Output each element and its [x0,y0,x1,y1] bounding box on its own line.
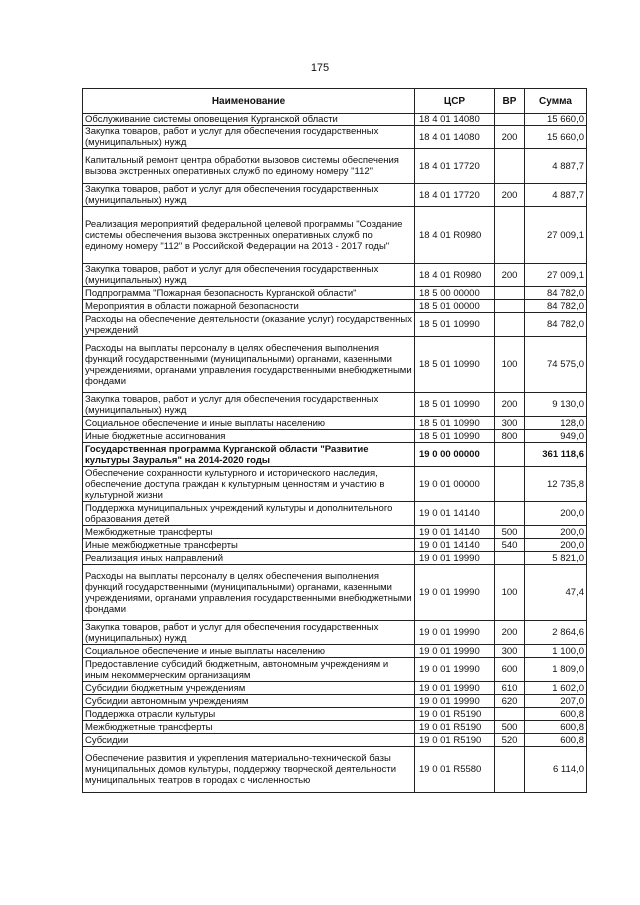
cell-csr: 18 5 01 10990 [415,313,495,337]
cell-name: Государственная программа Курганской области "Развитие культуры Зауралья" на 2014-2020 годы [83,443,415,467]
cell-csr: 18 4 01 17720 [415,149,495,184]
table-row [83,467,587,502]
table-row [83,126,587,149]
cell-csr: 18 4 01 14080 [415,114,495,126]
cell-csr: 19 0 01 19990 [415,658,495,682]
table-body [83,114,587,793]
cell-name: Подпрограмма "Пожарная безопасность Курганской области" [83,287,415,300]
table-row [83,658,587,682]
cell-name: Закупка товаров, работ и услуг для обеспечения государственных (муниципальных) нужд [83,621,415,645]
column-header-csr: ЦСР [415,89,495,114]
cell-name: Поддержка муниципальных учреждений культуры и дополнительного образования детей [83,502,415,526]
cell-sum: 9 130,0 [525,393,587,417]
table-row [83,264,587,287]
cell-csr: 19 0 01 R5190 [415,734,495,747]
cell-name: Мероприятия в области пожарной безопасности [83,300,415,313]
cell-sum: 200,0 [525,502,587,526]
cell-sum: 84 782,0 [525,287,587,300]
table-row [83,114,587,126]
cell-name: Субсидии автономным учреждениям [83,695,415,708]
table-row [83,184,587,207]
table-row [83,207,587,264]
cell-vr [495,114,525,126]
cell-vr: 200 [495,621,525,645]
table-row [83,721,587,734]
cell-name: Субсидии [83,734,415,747]
table-row [83,526,587,539]
cell-sum: 74 575,0 [525,337,587,393]
column-header-sum: Сумма [525,89,587,114]
cell-vr: 100 [495,337,525,393]
cell-sum: 1 602,0 [525,682,587,695]
cell-vr [495,149,525,184]
cell-sum: 2 864,6 [525,621,587,645]
cell-sum: 15 660,0 [525,126,587,149]
cell-csr: 18 5 01 10990 [415,393,495,417]
cell-sum: 12 735,8 [525,467,587,502]
cell-vr [495,207,525,264]
cell-name: Расходы на выплаты персоналу в целях обеспечения выполнения функций государственными (муниципальными) органами, казенными учреждениями, органами управления государственными внебюджетными фондами [83,565,415,621]
cell-vr: 800 [495,430,525,443]
cell-name: Расходы на обеспечение деятельности (оказание услуг) государственных учреждений [83,313,415,337]
cell-csr: 19 0 01 00000 [415,467,495,502]
cell-sum: 1 809,0 [525,658,587,682]
table-row [83,149,587,184]
cell-vr: 620 [495,695,525,708]
cell-vr: 200 [495,264,525,287]
cell-sum: 5 821,0 [525,552,587,565]
table-row [83,443,587,467]
cell-name: Обслуживание системы оповещения Курганской области [83,114,415,126]
cell-vr: 500 [495,526,525,539]
table-row [83,417,587,430]
cell-sum: 6 114,0 [525,747,587,793]
cell-sum: 84 782,0 [525,313,587,337]
cell-csr: 19 0 01 14140 [415,502,495,526]
cell-sum: 4 887,7 [525,184,587,207]
cell-vr [495,747,525,793]
cell-sum: 200,0 [525,539,587,552]
column-header-name: Наименование [83,89,415,114]
cell-csr: 19 0 01 19990 [415,682,495,695]
cell-sum: 600,8 [525,708,587,721]
table-row [83,621,587,645]
cell-sum: 949,0 [525,430,587,443]
table-header-row [83,89,587,114]
cell-csr: 18 4 01 R0980 [415,207,495,264]
table-row [83,682,587,695]
cell-name: Реализация иных направлений [83,552,415,565]
page-number: 175 [310,62,330,74]
cell-sum: 207,0 [525,695,587,708]
cell-csr: 19 0 01 R5580 [415,747,495,793]
table-row [83,502,587,526]
cell-sum: 27 009,1 [525,264,587,287]
cell-csr: 19 0 01 19990 [415,552,495,565]
cell-vr: 500 [495,721,525,734]
cell-name: Расходы на выплаты персоналу в целях обеспечения выполнения функций государственными (муниципальными) органами, казенными учреждениями, органами управления государственными внебюджетными фондами [83,337,415,393]
table-row [83,300,587,313]
cell-sum: 47,4 [525,565,587,621]
cell-csr: 18 5 01 10990 [415,337,495,393]
cell-vr: 520 [495,734,525,747]
budget-table [82,88,587,793]
cell-sum: 4 887,7 [525,149,587,184]
table-row [83,565,587,621]
cell-vr: 200 [495,393,525,417]
table-row [83,695,587,708]
cell-vr: 200 [495,126,525,149]
cell-vr: 610 [495,682,525,695]
cell-vr [495,443,525,467]
cell-csr: 19 0 01 14140 [415,526,495,539]
cell-name: Реализация мероприятий федеральной целевой программы "Создание системы обеспечения вызова экстренных оперативных служб по единому номеру "112" в Российской Федерации на 2013 - 2017 годы" [83,207,415,264]
cell-name: Межбюджетные трансферты [83,721,415,734]
cell-vr: 600 [495,658,525,682]
cell-vr [495,708,525,721]
cell-csr: 19 0 01 19990 [415,621,495,645]
cell-csr: 19 0 00 00000 [415,443,495,467]
cell-sum: 128,0 [525,417,587,430]
cell-csr: 19 0 01 R5190 [415,721,495,734]
cell-name: Закупка товаров, работ и услуг для обеспечения государственных (муниципальных) нужд [83,126,415,149]
table-row [83,287,587,300]
table-row [83,539,587,552]
cell-vr: 200 [495,184,525,207]
table-row [83,430,587,443]
cell-name: Субсидии бюджетным учреждениям [83,682,415,695]
cell-vr: 300 [495,417,525,430]
cell-name: Обеспечение развития и укрепления материально-технической базы муниципальных домов культуры, поддержку творческой деятельности муниципальных театров в городах с численностью [83,747,415,793]
cell-name: Социальное обеспечение и иные выплаты населению [83,417,415,430]
cell-vr [495,502,525,526]
cell-sum: 600,8 [525,734,587,747]
cell-csr: 18 4 01 17720 [415,184,495,207]
table-row [83,393,587,417]
cell-name: Межбюджетные трансферты [83,526,415,539]
cell-name: Закупка товаров, работ и услуг для обеспечения государственных (муниципальных) нужд [83,264,415,287]
cell-csr: 19 0 01 14140 [415,539,495,552]
cell-sum: 84 782,0 [525,300,587,313]
cell-vr [495,300,525,313]
cell-csr: 18 4 01 14080 [415,126,495,149]
cell-vr [495,467,525,502]
cell-name: Иные межбюджетные трансферты [83,539,415,552]
cell-csr: 18 5 01 10990 [415,430,495,443]
cell-sum: 15 660,0 [525,114,587,126]
cell-sum: 200,0 [525,526,587,539]
cell-name: Социальное обеспечение и иные выплаты населению [83,645,415,658]
cell-vr [495,313,525,337]
cell-vr: 540 [495,539,525,552]
cell-csr: 18 4 01 R0980 [415,264,495,287]
cell-name: Предоставление субсидий бюджетным, автономным учреждениям и иным некоммерческим организациям [83,658,415,682]
cell-csr: 18 5 01 10990 [415,417,495,430]
cell-vr: 100 [495,565,525,621]
table-row [83,645,587,658]
cell-name: Иные бюджетные ассигнования [83,430,415,443]
table-row [83,734,587,747]
cell-name: Поддержка отрасли культуры [83,708,415,721]
table-row [83,337,587,393]
cell-sum: 600,8 [525,721,587,734]
cell-name: Обеспечение сохранности культурного и исторического наследия, обеспечение доступа граждан к культурным ценностям и участию в культурной жизни [83,467,415,502]
table-row [83,747,587,793]
cell-csr: 19 0 01 19990 [415,565,495,621]
cell-csr: 18 5 01 00000 [415,300,495,313]
cell-csr: 19 0 01 19990 [415,695,495,708]
cell-vr [495,552,525,565]
column-header-vr: ВР [495,89,525,114]
table-row [83,313,587,337]
cell-vr [495,287,525,300]
cell-csr: 19 0 01 19990 [415,645,495,658]
table-row [83,708,587,721]
cell-sum: 27 009,1 [525,207,587,264]
cell-name: Закупка товаров, работ и услуг для обеспечения государственных (муниципальных) нужд [83,184,415,207]
cell-sum: 361 118,6 [525,443,587,467]
cell-csr: 19 0 01 R5190 [415,708,495,721]
cell-name: Капитальный ремонт центра обработки вызовов системы обеспечения вызова экстренных оперативных служб по единому номеру "112" [83,149,415,184]
cell-name: Закупка товаров, работ и услуг для обеспечения государственных (муниципальных) нужд [83,393,415,417]
cell-vr: 300 [495,645,525,658]
cell-sum: 1 100,0 [525,645,587,658]
table-row [83,552,587,565]
cell-csr: 18 5 00 00000 [415,287,495,300]
